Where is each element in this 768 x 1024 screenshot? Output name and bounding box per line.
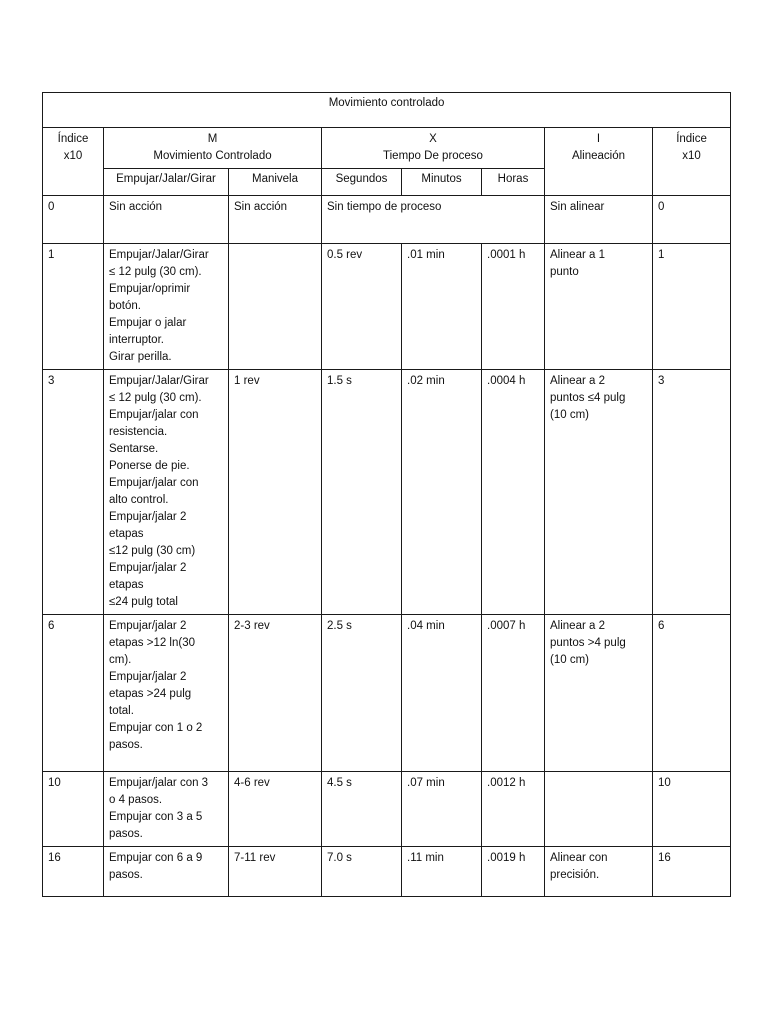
- cell-empujar: [104, 196, 229, 244]
- cell-segundos: 2.5 s: [322, 615, 402, 772]
- table-row: [43, 196, 731, 244]
- cell-minutos: .02 min: [402, 370, 482, 615]
- cell-index: 16: [43, 847, 104, 897]
- cell-segundos: 7.0 s: [322, 847, 402, 897]
- cell-line: Empujar/jalar con: [109, 409, 199, 421]
- header-index-right-line: x10: [682, 150, 701, 162]
- cell-line: etapas >24 pulg: [109, 688, 192, 700]
- cell-line: alto control.: [109, 494, 169, 506]
- cell-line: Empujar/jalar 2: [109, 511, 187, 523]
- cell-line: resistencia.: [109, 426, 168, 438]
- header-x: [322, 128, 545, 169]
- cell-line: Empujar/jalar con: [109, 477, 199, 489]
- cell-index-right: 16: [653, 847, 731, 897]
- cell-line: Empujar/jalar con 3: [109, 777, 209, 789]
- cell-line: Alinear con: [550, 852, 608, 864]
- cell-line: Girar perilla.: [109, 351, 172, 363]
- cell-segundos: 0.5 rev: [322, 244, 402, 370]
- header-i-name: Alineación: [571, 150, 626, 162]
- cell-manivela: [229, 244, 322, 370]
- header-index-right-line: Índice: [676, 133, 707, 145]
- header-i-code: I: [596, 133, 601, 145]
- movimiento-controlado-table: [42, 92, 731, 897]
- cell-line: pasos.: [109, 828, 143, 840]
- cell-line: Alinear a 1: [550, 249, 605, 261]
- cell-line: Empujar con 6 a 9: [109, 852, 203, 864]
- cell-empujar: [104, 244, 229, 370]
- cell-index-right: 0: [653, 196, 731, 244]
- cell-horas: .0012 h: [482, 772, 545, 847]
- table-row: [43, 772, 731, 847]
- cell-line: ≤ 12 pulg (30 cm).: [109, 266, 202, 278]
- cell-line: interruptor.: [109, 334, 164, 346]
- header-x-name: Tiempo De proceso: [383, 150, 483, 162]
- header-index-left: [43, 128, 104, 196]
- cell-line: punto: [550, 266, 579, 278]
- subheader-segundos: Segundos: [322, 169, 402, 196]
- cell-minutos: .04 min: [402, 615, 482, 772]
- header-x-code: X: [429, 133, 437, 145]
- cell-alineacion: [545, 615, 653, 772]
- cell-line: puntos ≤4 pulg: [550, 392, 626, 404]
- cell-alineacion: [545, 772, 653, 847]
- cell-line: Sin acción: [109, 201, 163, 213]
- cell-alineacion: [545, 847, 653, 897]
- cell-line: total.: [109, 705, 134, 717]
- cell-horas: .0007 h: [482, 615, 545, 772]
- cell-minutos: .07 min: [402, 772, 482, 847]
- cell-index-right: 10: [653, 772, 731, 847]
- cell-line: etapas: [109, 528, 144, 540]
- cell-line: Alinear a 2: [550, 375, 605, 387]
- table-title-row: [43, 93, 731, 128]
- cell-line: Empujar/jalar 2: [109, 620, 187, 632]
- cell-minutos: .11 min: [402, 847, 482, 897]
- table-row: [43, 370, 731, 615]
- cell-index: 6: [43, 615, 104, 772]
- cell-horas: .0001 h: [482, 244, 545, 370]
- cell-empujar: [104, 370, 229, 615]
- cell-line: Ponerse de pie.: [109, 460, 190, 472]
- cell-manivela: 1 rev: [229, 370, 322, 615]
- cell-line: Sin alinear: [550, 201, 605, 213]
- cell-empujar: [104, 772, 229, 847]
- cell-empujar: [104, 615, 229, 772]
- cell-line: cm).: [109, 654, 132, 666]
- subheader-empujar: Empujar/Jalar/Girar: [104, 169, 229, 196]
- cell-line: Empujar con 1 o 2: [109, 722, 203, 734]
- cell-alineacion: [545, 370, 653, 615]
- cell-line: ≤ 12 pulg (30 cm).: [109, 392, 202, 404]
- cell-horas: .0019 h: [482, 847, 545, 897]
- cell-manivela: 2-3 rev: [229, 615, 322, 772]
- header-index-left-line: Índice: [57, 133, 89, 145]
- cell-manivela: 4-6 rev: [229, 772, 322, 847]
- cell-line: Sentarse.: [109, 443, 159, 455]
- cell-line: precisión.: [550, 869, 600, 881]
- cell-line: Empujar con 3 a 5: [109, 811, 203, 823]
- cell-segundos: 1.5 s: [322, 370, 402, 615]
- header-index-left-line: x10: [63, 150, 83, 162]
- cell-line: Empujar/jalar 2: [109, 671, 187, 683]
- cell-line: ≤12 pulg (30 cm): [109, 545, 196, 557]
- cell-line: Alinear a 2: [550, 620, 605, 632]
- cell-index-right: 6: [653, 615, 731, 772]
- cell-line: ≤24 pulg total: [109, 596, 178, 608]
- cell-line: Empujar/Jalar/Girar: [109, 249, 209, 261]
- header-m: [104, 128, 322, 169]
- cell-line: (10 cm): [550, 409, 589, 421]
- cell-index-right: 1: [653, 244, 731, 370]
- header-m-name: Movimiento Controlado: [153, 150, 272, 162]
- header-i: [545, 128, 653, 196]
- table-row: [43, 615, 731, 772]
- table-row: [43, 244, 731, 370]
- header-row: [43, 128, 731, 169]
- cell-line: (10 cm): [550, 654, 589, 666]
- cell-minutos: .01 min: [402, 244, 482, 370]
- cell-line: puntos >4 pulg: [550, 637, 626, 649]
- cell-line: Empujar/jalar 2: [109, 562, 187, 574]
- cell-index: 10: [43, 772, 104, 847]
- cell-line: etapas: [109, 579, 144, 591]
- cell-alineacion: [545, 196, 653, 244]
- cell-index: 1: [43, 244, 104, 370]
- cell-alineacion: [545, 244, 653, 370]
- cell-manivela: Sin acción: [229, 196, 322, 244]
- subheader-horas: Horas: [482, 169, 545, 196]
- header-m-code: M: [207, 133, 218, 145]
- cell-horas: .0004 h: [482, 370, 545, 615]
- subheader-minutos: Minutos: [402, 169, 482, 196]
- cell-empujar: [104, 847, 229, 897]
- cell-index: 0: [43, 196, 104, 244]
- cell-tiempo: Sin tiempo de proceso: [322, 196, 545, 244]
- cell-index: 3: [43, 370, 104, 615]
- cell-line: Empujar/Jalar/Girar: [109, 375, 209, 387]
- cell-line: o 4 pasos.: [109, 794, 163, 806]
- cell-line: botón.: [109, 300, 141, 312]
- cell-line: Empujar/oprimir: [109, 283, 191, 295]
- cell-manivela: 7-11 rev: [229, 847, 322, 897]
- header-index-right: [653, 128, 731, 196]
- table-title: Movimiento controlado: [43, 93, 731, 128]
- cell-segundos: 4.5 s: [322, 772, 402, 847]
- cell-line: etapas >12 ln(30: [109, 637, 195, 649]
- cell-line: Empujar o jalar: [109, 317, 187, 329]
- subheader-manivela: Manivela: [229, 169, 322, 196]
- cell-line: pasos.: [109, 869, 143, 881]
- table-row: [43, 847, 731, 897]
- cell-index-right: 3: [653, 370, 731, 615]
- cell-line: pasos.: [109, 739, 143, 751]
